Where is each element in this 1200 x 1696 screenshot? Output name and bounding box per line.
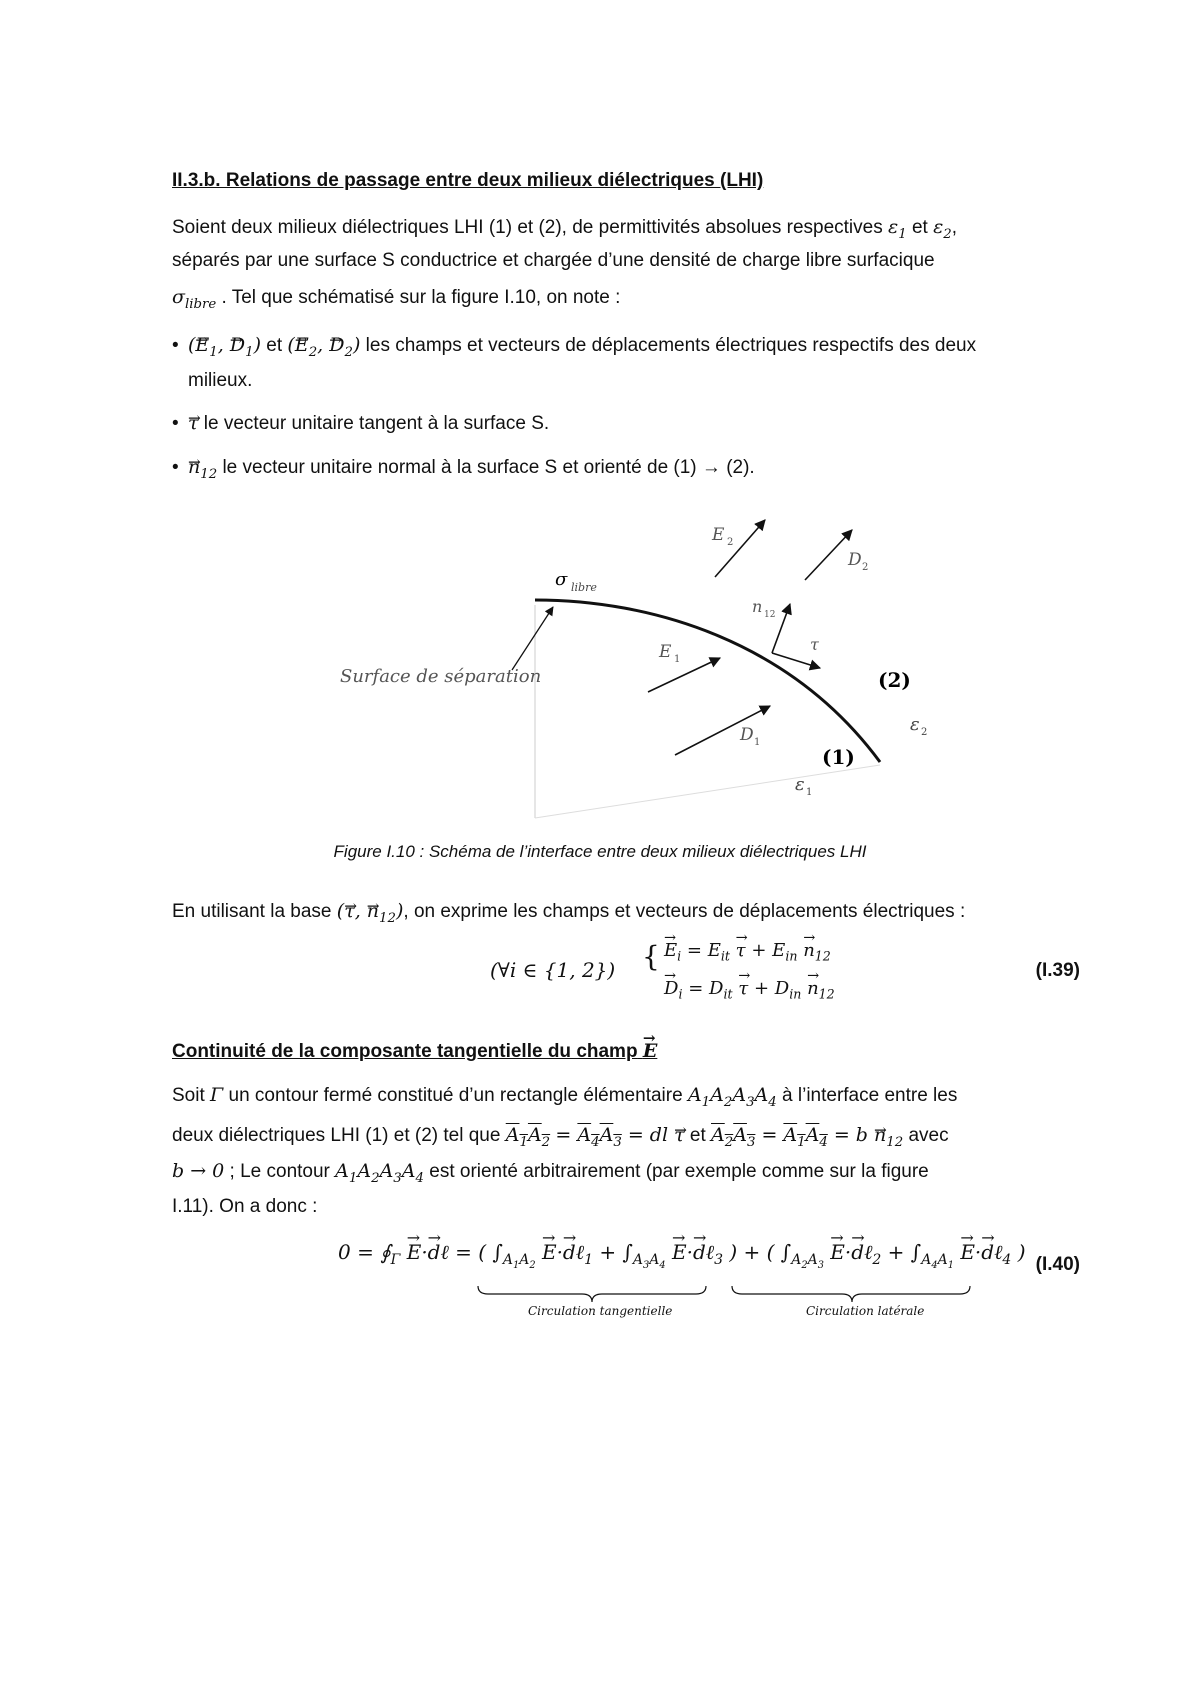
- medium-2-label: (2): [878, 668, 911, 692]
- brace-label-tangential: Circulation tangentielle: [528, 1304, 673, 1318]
- eq39-number: (I.39): [1035, 960, 1080, 981]
- contour-line-2: deux diélectriques LHI (1) et (2) tel que $A_1A_2 = A_4A_3$ = dl → τ et $A_2A_3 = A_1A_4 = b \to n_{12}$ avec: [172, 1118, 1072, 1160]
- contour-line-1: Soit Γ un contour fermé constitué d’un rectangle élémentaire $A_1A_2A_3A_4$ à l’interface entre les: [172, 1084, 958, 1110]
- contour-text: est orienté arbitrairement (par exemple comme sur la figure: [423, 1161, 929, 1182]
- base-text: En utilisant la base: [172, 901, 337, 922]
- sigma-libre-symbol: $\sigma_{libre}$: [172, 286, 217, 312]
- intro-line-3: [172, 280, 1072, 322]
- eq39-brace: {: [642, 940, 660, 973]
- bullet-text: le vecteur unitaire normal à la surface S et orienté de (1) → (2).: [217, 457, 755, 478]
- vector-n12-label: n: [752, 597, 763, 616]
- vector-tau-arrow: [772, 653, 820, 668]
- vector-D2-label: D: [848, 550, 862, 570]
- vector-D2-arrow: [805, 530, 852, 580]
- bullet-text: le vecteur unitaire tangent à la surface S.: [198, 413, 550, 434]
- vector-n12-sub: 12: [764, 610, 776, 620]
- contour-text: Soit: [172, 1085, 211, 1106]
- intro-text: et: [906, 217, 934, 238]
- vector-D2-sub: 2: [862, 562, 869, 573]
- continuity-text: Continuité de la composante tangentielle du champ: [172, 1041, 638, 1062]
- eq39-quantifier: (∀i ∈ {1, 2}): [490, 958, 616, 982]
- contour-line-3: b → 0 ; Le contour $A_1A_2A_3A_4$ est orienté arbitrairement (par exemple comme sur la figure: [172, 1160, 929, 1186]
- intro-text: Soient deux milieux diélectriques LHI (1) et (2), de permittivités absolues respectives: [172, 217, 888, 238]
- vector-E2-label: E: [712, 525, 725, 545]
- surface-label: Surface de séparation: [340, 666, 542, 687]
- sigma-label: σ: [555, 569, 568, 590]
- bullet-n12: •→ $n_{12}$ le vecteur unitaire normal à la surface S et orienté de (1) → (2).: [172, 450, 1072, 492]
- section-title: II.3.b. Relations de passage entre deux milieux diélectriques (LHI): [172, 170, 764, 191]
- underbrace-tangential: [478, 1286, 706, 1302]
- eq39-line-1: → $E_i = E_{it} \to \tau + E_{in} \to n_{12}$: [664, 940, 831, 964]
- intro-line-1: Soient deux milieux diélectriques LHI (1) et (2), de permittivités absolues respectives $\varepsilon_1$ et $\varepsilon_2$,: [172, 216, 958, 242]
- eq40-underbraces: [470, 1284, 990, 1304]
- base-text: , on exprime les champs et vecteurs de déplacements électriques :: [403, 901, 966, 922]
- intro-line-2: séparés par une surface S conductrice et chargée d’une densité de charge libre surfacique: [172, 250, 935, 271]
- contour-text: deux diélectriques LHI (1) et (2) tel que: [172, 1125, 501, 1146]
- eps2-symbol: $\varepsilon_2$: [933, 216, 952, 242]
- sigma-sub-label: libre: [571, 581, 597, 594]
- base-line: En utilisant la base (→ τ, → $n_{12}$), on exprime les champs et vecteurs de déplacements électriques :: [172, 894, 1072, 936]
- vector-D1-sub: 1: [754, 737, 761, 748]
- contour-line-4: I.11). On a donc :: [172, 1196, 318, 1217]
- vector-E1-sub: 1: [674, 654, 681, 665]
- eps1-sub: 1: [806, 787, 813, 798]
- brace-label-lateral: Circulation latérale: [806, 1304, 925, 1318]
- bullet-tau: •→ τ le vecteur unitaire tangent à la surface S.: [172, 406, 1072, 441]
- intro-text: . Tel que schématisé sur la figure I.10, on note :: [221, 287, 621, 308]
- medium-1-label: (1): [822, 745, 855, 769]
- vector-E1-label: E: [659, 642, 672, 662]
- frame-line: [535, 765, 880, 818]
- vector-D1-label: D: [740, 725, 754, 745]
- eps2-label: ε: [910, 714, 920, 735]
- underbrace-lateral: [732, 1286, 970, 1302]
- contour-text: un contour fermé constitué d’un rectangle élémentaire: [223, 1085, 688, 1106]
- sigma-pointer-arrow: [512, 607, 553, 670]
- interface-figure: [0, 500, 1200, 830]
- bullet-fields-cont: milieux.: [188, 370, 253, 391]
- contour-text: et: [684, 1125, 711, 1146]
- contour-text: avec: [903, 1125, 949, 1146]
- contour-text: ; Le contour: [224, 1161, 336, 1182]
- vector-E1-arrow: [648, 658, 720, 692]
- figure-caption: Figure I.10 : Schéma de l’interface entre deux milieux diélectriques LHI: [333, 842, 867, 861]
- eps1-symbol: $\varepsilon_1$: [888, 216, 907, 242]
- continuity-title: Continuité de la composante tangentielle du champ → E: [172, 1040, 657, 1063]
- vector-tau-label: τ: [810, 635, 819, 654]
- bullet-fields: • (→ $E_1$, → $D_1$) et (→ $E_2$, → $D_2$) les champs et vecteurs de déplacements électriques respectifs des deux: [172, 328, 1072, 370]
- eps2-sub: 2: [921, 727, 928, 738]
- eps1-label: ε: [795, 774, 805, 795]
- eq39-line-2: → $D_i = D_{it} \to \tau + D_{in} \to n_{12}$: [664, 978, 835, 1002]
- contour-text: à l’interface entre les: [776, 1085, 958, 1106]
- eq40-formula: $0 = ∮_\Gamma \to E\cdot\to$ dℓ = ( $\int_{A_1A_2} \to E\cdot\to$ dℓ$_1$ + $\int_{A_3A_4} \to E\cdot\to$ dℓ$_3$ ) + ( $\int_{A_2A_3} \to E\cdot\to$ dℓ$_2$ + $\int_{A_4A_1} \to E\cdot\to$ dℓ$_4$ ): [338, 1240, 1026, 1271]
- eq40-number: (I.40): [1035, 1254, 1080, 1275]
- vector-E2-sub: 2: [727, 537, 734, 548]
- bullet-text: les champs et vecteurs de déplacements électriques respectifs des deux: [360, 335, 977, 356]
